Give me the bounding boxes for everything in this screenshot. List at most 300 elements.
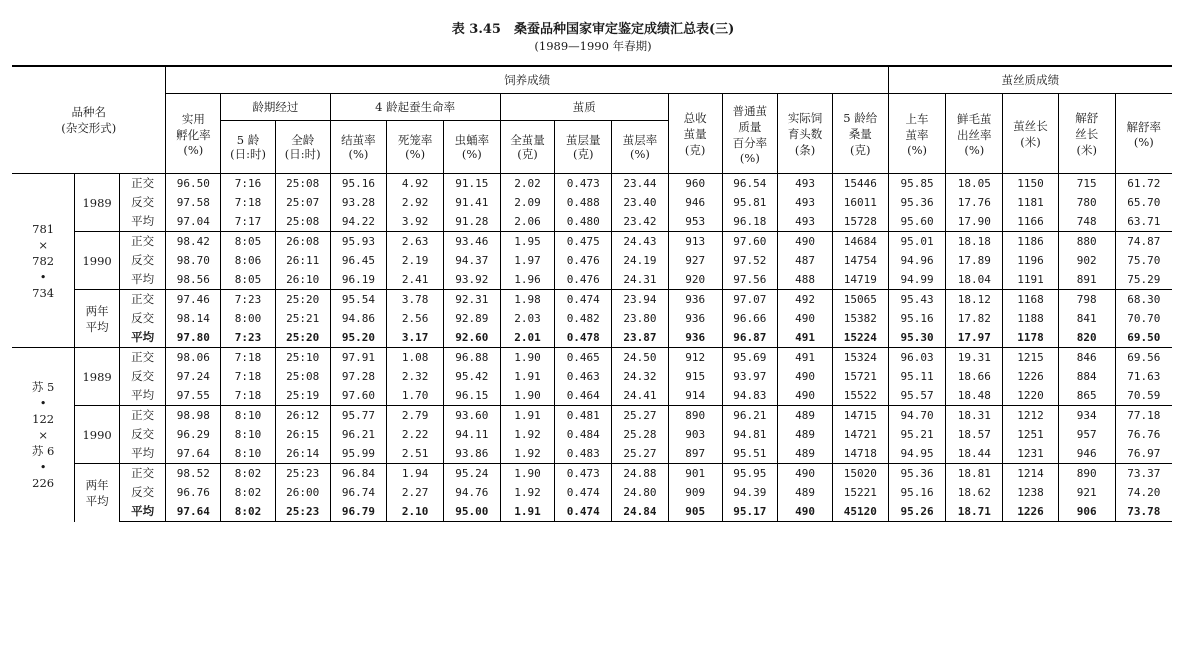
table-cell: 93.28 bbox=[330, 193, 387, 212]
table-cell: 24.84 bbox=[612, 502, 669, 522]
cross-type: 正交 bbox=[119, 290, 166, 310]
table-cell: 95.60 bbox=[888, 212, 946, 232]
table-row bbox=[12, 270, 1172, 290]
table-cell: 1215 bbox=[1003, 348, 1059, 368]
table-cell: 95.16 bbox=[888, 483, 946, 502]
table-cell: 960 bbox=[668, 174, 722, 194]
table-cell: 18.71 bbox=[946, 502, 1003, 522]
table-cell: 490 bbox=[778, 367, 833, 386]
table-cell: 14684 bbox=[832, 232, 888, 252]
table-cell: 2.22 bbox=[387, 425, 444, 444]
table-row bbox=[12, 212, 1172, 232]
table-cell: 1214 bbox=[1003, 464, 1059, 484]
table-cell: 934 bbox=[1058, 406, 1115, 426]
table-cell: 0.475 bbox=[555, 232, 612, 252]
table-cell: 96.18 bbox=[722, 212, 778, 232]
table-cell: 95.36 bbox=[888, 464, 946, 484]
table-cell: 0.481 bbox=[555, 406, 612, 426]
table-row bbox=[12, 251, 1172, 270]
table-cell: 490 bbox=[778, 502, 833, 522]
table-cell: 25:08 bbox=[275, 367, 330, 386]
table-cell: 95.51 bbox=[722, 444, 778, 464]
variety-name-part: × bbox=[38, 237, 48, 252]
table-cell: 0.474 bbox=[555, 483, 612, 502]
table-cell: 95.20 bbox=[330, 328, 387, 348]
table-cell: 493 bbox=[778, 193, 833, 212]
table-cell: 93.86 bbox=[443, 444, 500, 464]
table-cell: 25.28 bbox=[612, 425, 669, 444]
col-reelability: 解舒率 (%) bbox=[1115, 94, 1172, 174]
cross-type: 正交 bbox=[119, 406, 166, 426]
col-shell-wt: 茧层量 (克) bbox=[555, 121, 612, 174]
table-cell: 1.08 bbox=[387, 348, 444, 368]
cross-type: 平均 bbox=[119, 386, 166, 406]
table-row bbox=[12, 386, 1172, 406]
table-row bbox=[12, 309, 1172, 328]
table-cell: 94.83 bbox=[722, 386, 778, 406]
table-cell: 97.58 bbox=[166, 193, 221, 212]
table-cell: 94.70 bbox=[888, 406, 946, 426]
table-cell: 97.91 bbox=[330, 348, 387, 368]
table-cell: 2.92 bbox=[387, 193, 444, 212]
table-row bbox=[12, 174, 1172, 194]
table-cell: 25:23 bbox=[275, 464, 330, 484]
table-cell: 490 bbox=[778, 309, 833, 328]
col-reel-rate: 上车 茧率 (%) bbox=[888, 94, 946, 174]
table-cell: 14718 bbox=[832, 444, 888, 464]
table-cell: 18.44 bbox=[946, 444, 1003, 464]
table-cell: 798 bbox=[1058, 290, 1115, 310]
table-cell: 0.480 bbox=[555, 212, 612, 232]
table-cell: 96.79 bbox=[330, 502, 387, 522]
table-cell: 880 bbox=[1058, 232, 1115, 252]
table-cell: 17.76 bbox=[946, 193, 1003, 212]
table-cell: 25:19 bbox=[275, 386, 330, 406]
table-cell: 97.80 bbox=[166, 328, 221, 348]
table-cell: 0.473 bbox=[555, 174, 612, 194]
table-cell: 23.44 bbox=[612, 174, 669, 194]
table-cell: 14754 bbox=[832, 251, 888, 270]
table-cell: 98.06 bbox=[166, 348, 221, 368]
table-cell: 0.473 bbox=[555, 464, 612, 484]
table-cell: 7:17 bbox=[221, 212, 276, 232]
year-label bbox=[75, 348, 120, 406]
table-cell: 95.01 bbox=[888, 232, 946, 252]
table-cell: 25:20 bbox=[275, 290, 330, 310]
table-cell: 7:16 bbox=[221, 174, 276, 194]
table-cell: 15522 bbox=[832, 386, 888, 406]
table-cell: 96.03 bbox=[888, 348, 946, 368]
table-cell: 70.59 bbox=[1115, 386, 1172, 406]
table-cell: 1.95 bbox=[500, 232, 555, 252]
table-cell: 61.72 bbox=[1115, 174, 1172, 194]
table-cell: 1.94 bbox=[387, 464, 444, 484]
table-cell: 96.19 bbox=[330, 270, 387, 290]
table-cell: 2.51 bbox=[387, 444, 444, 464]
table-cell: 7:18 bbox=[221, 193, 276, 212]
table-cell: 493 bbox=[778, 212, 833, 232]
table-cell: 15382 bbox=[832, 309, 888, 328]
table-cell: 95.21 bbox=[888, 425, 946, 444]
table-cell: 846 bbox=[1058, 348, 1115, 368]
table-cell: 913 bbox=[668, 232, 722, 252]
col-filament-length: 茧丝长 (米) bbox=[1003, 94, 1059, 174]
table-cell: 96.87 bbox=[722, 328, 778, 348]
silk-group-header: 茧丝质成绩 bbox=[888, 66, 1172, 94]
table-cell: 91.28 bbox=[443, 212, 500, 232]
table-cell: 25:21 bbox=[275, 309, 330, 328]
year-label bbox=[75, 174, 120, 232]
table-cell: 890 bbox=[668, 406, 722, 426]
table-cell: 76.76 bbox=[1115, 425, 1172, 444]
variety-name-part: • bbox=[39, 395, 47, 410]
table-cell: 488 bbox=[778, 270, 833, 290]
table-cell: 23.80 bbox=[612, 309, 669, 328]
table-cell: 489 bbox=[778, 483, 833, 502]
table-cell: 1186 bbox=[1003, 232, 1059, 252]
table-cell: 914 bbox=[668, 386, 722, 406]
table-cell: 17.89 bbox=[946, 251, 1003, 270]
table-cell: 2.79 bbox=[387, 406, 444, 426]
table-cell: 920 bbox=[668, 270, 722, 290]
table-cell: 95.81 bbox=[722, 193, 778, 212]
table-cell: 93.97 bbox=[722, 367, 778, 386]
variety-header-line1: 品种名 bbox=[71, 105, 106, 119]
table-cell: 489 bbox=[778, 425, 833, 444]
table-cell: 97.55 bbox=[166, 386, 221, 406]
variety-name-part: 122 bbox=[32, 411, 55, 426]
cross-type: 正交 bbox=[119, 174, 166, 194]
col-leaf-amount: 5 龄给 桑量 (克) bbox=[832, 94, 888, 174]
table-cell: 8:02 bbox=[221, 483, 276, 502]
table-cell: 715 bbox=[1058, 174, 1115, 194]
table-cell: 927 bbox=[668, 251, 722, 270]
table-cell: 15224 bbox=[832, 328, 888, 348]
table-cell: 95.16 bbox=[888, 309, 946, 328]
table-cell: 25:23 bbox=[275, 502, 330, 522]
variety-header-line2: (杂交形式) bbox=[61, 121, 117, 135]
table-cell: 8:10 bbox=[221, 406, 276, 426]
table-cell: 96.50 bbox=[166, 174, 221, 194]
variety-name bbox=[12, 348, 75, 522]
table-cell: 1178 bbox=[1003, 328, 1059, 348]
table-cell: 1.90 bbox=[500, 464, 555, 484]
col-fresh-ratio: 鲜毛茧 出丝率 (%) bbox=[946, 94, 1003, 174]
table-cell: 97.52 bbox=[722, 251, 778, 270]
variety-name-part: 苏 5 bbox=[31, 379, 55, 394]
table-cell: 96.84 bbox=[330, 464, 387, 484]
table-cell: 8:10 bbox=[221, 425, 276, 444]
table-cell: 18.18 bbox=[946, 232, 1003, 252]
table-cell: 23.94 bbox=[612, 290, 669, 310]
table-cell: 25.27 bbox=[612, 444, 669, 464]
col-all-instar: 全龄 (日:时) bbox=[275, 121, 330, 174]
table-cell: 4.92 bbox=[387, 174, 444, 194]
table-cell: 3.17 bbox=[387, 328, 444, 348]
table-cell: 18.04 bbox=[946, 270, 1003, 290]
table-cell: 1.91 bbox=[500, 502, 555, 522]
table-cell: 73.78 bbox=[1115, 502, 1172, 522]
cross-type: 平均 bbox=[119, 270, 166, 290]
table-cell: 2.01 bbox=[500, 328, 555, 348]
table-cell: 75.70 bbox=[1115, 251, 1172, 270]
variety-name bbox=[12, 174, 75, 348]
table-cell: 71.63 bbox=[1115, 367, 1172, 386]
col-dead-rate: 死笼率 (%) bbox=[387, 121, 444, 174]
table-cell: 69.50 bbox=[1115, 328, 1172, 348]
table-cell: 18.31 bbox=[946, 406, 1003, 426]
table-cell: 97.24 bbox=[166, 367, 221, 386]
table-cell: 73.37 bbox=[1115, 464, 1172, 484]
table-cell: 23.87 bbox=[612, 328, 669, 348]
table-cell: 95.16 bbox=[330, 174, 387, 194]
table-cell: 95.85 bbox=[888, 174, 946, 194]
table-cell: 26:10 bbox=[275, 270, 330, 290]
table-cell: 25.27 bbox=[612, 406, 669, 426]
col-5th-instar: 5 龄 (日:时) bbox=[221, 121, 276, 174]
table-cell: 97.64 bbox=[166, 444, 221, 464]
table-cell: 1226 bbox=[1003, 502, 1059, 522]
table-cell: 1188 bbox=[1003, 309, 1059, 328]
year-label-part: 两年 bbox=[85, 477, 109, 492]
table-cell: 94.86 bbox=[330, 309, 387, 328]
table-subtitle: (1989—1990 年春期) bbox=[534, 39, 652, 53]
cross-type: 平均 bbox=[119, 444, 166, 464]
table-cell: 2.32 bbox=[387, 367, 444, 386]
table-cell: 26:15 bbox=[275, 425, 330, 444]
col-total-yield: 总收 茧量 (克) bbox=[668, 94, 722, 174]
table-cell: 8:10 bbox=[221, 444, 276, 464]
table-cell: 8:02 bbox=[221, 502, 276, 522]
cross-type: 平均 bbox=[119, 212, 166, 232]
table-cell: 70.70 bbox=[1115, 309, 1172, 328]
table-cell: 94.39 bbox=[722, 483, 778, 502]
table-cell: 865 bbox=[1058, 386, 1115, 406]
col-cocooning-rate: 结茧率 (%) bbox=[330, 121, 387, 174]
table-cell: 98.52 bbox=[166, 464, 221, 484]
table-cell: 24.41 bbox=[612, 386, 669, 406]
table-cell: 1.91 bbox=[500, 367, 555, 386]
table-cell: 2.03 bbox=[500, 309, 555, 328]
table-row bbox=[12, 483, 1172, 502]
table-cell: 492 bbox=[778, 290, 833, 310]
table-cell: 25:10 bbox=[275, 348, 330, 368]
table-cell: 94.99 bbox=[888, 270, 946, 290]
cross-type: 反交 bbox=[119, 425, 166, 444]
table-cell: 25:07 bbox=[275, 193, 330, 212]
table-cell: 2.09 bbox=[500, 193, 555, 212]
year-label-part: 1989 bbox=[82, 195, 112, 210]
table-cell: 96.15 bbox=[443, 386, 500, 406]
table-cell: 2.41 bbox=[387, 270, 444, 290]
table-cell: 92.31 bbox=[443, 290, 500, 310]
table-cell: 912 bbox=[668, 348, 722, 368]
table-cell: 95.24 bbox=[443, 464, 500, 484]
table-cell: 0.478 bbox=[555, 328, 612, 348]
table-row bbox=[12, 406, 1172, 426]
table-cell: 905 bbox=[668, 502, 722, 522]
table-cell: 98.56 bbox=[166, 270, 221, 290]
table-cell: 96.66 bbox=[722, 309, 778, 328]
table-cell: 97.04 bbox=[166, 212, 221, 232]
table-cell: 1150 bbox=[1003, 174, 1059, 194]
table-cell: 8:05 bbox=[221, 270, 276, 290]
table-cell: 953 bbox=[668, 212, 722, 232]
year-label-part: 平均 bbox=[85, 319, 109, 334]
table-cell: 94.95 bbox=[888, 444, 946, 464]
cross-type: 平均 bbox=[119, 502, 166, 522]
results-table bbox=[12, 65, 1172, 522]
variety-name-part: 226 bbox=[32, 475, 55, 490]
cross-type: 正交 bbox=[119, 232, 166, 252]
table-cell: 18.81 bbox=[946, 464, 1003, 484]
variety-name-part: • bbox=[39, 459, 47, 474]
table-cell: 490 bbox=[778, 464, 833, 484]
col-whole-cocoon-wt: 全茧量 (克) bbox=[500, 121, 555, 174]
table-cell: 493 bbox=[778, 174, 833, 194]
table-cell: 891 bbox=[1058, 270, 1115, 290]
table-cell: 98.42 bbox=[166, 232, 221, 252]
table-cell: 1212 bbox=[1003, 406, 1059, 426]
table-cell: 14715 bbox=[832, 406, 888, 426]
table-cell: 18.57 bbox=[946, 425, 1003, 444]
table-cell: 24.80 bbox=[612, 483, 669, 502]
year-label-part: 两年 bbox=[85, 303, 109, 318]
table-cell: 24.31 bbox=[612, 270, 669, 290]
table-cell: 96.54 bbox=[722, 174, 778, 194]
year-label-part: 1990 bbox=[82, 427, 112, 442]
table-cell: 75.29 bbox=[1115, 270, 1172, 290]
cross-type: 平均 bbox=[119, 328, 166, 348]
rearing-group-header: 饲养成绩 bbox=[166, 66, 888, 94]
table-cell: 0.463 bbox=[555, 367, 612, 386]
table-cell: 95.95 bbox=[722, 464, 778, 484]
variety-header bbox=[12, 66, 166, 174]
table-cell: 2.56 bbox=[387, 309, 444, 328]
table-row bbox=[12, 348, 1172, 368]
table-cell: 2.19 bbox=[387, 251, 444, 270]
table-cell: 94.11 bbox=[443, 425, 500, 444]
table-cell: 95.69 bbox=[722, 348, 778, 368]
table-cell: 8:02 bbox=[221, 464, 276, 484]
table-cell: 92.60 bbox=[443, 328, 500, 348]
table-cell: 0.484 bbox=[555, 425, 612, 444]
table-body bbox=[12, 174, 1172, 522]
table-cell: 1.92 bbox=[500, 444, 555, 464]
table-cell: 91.15 bbox=[443, 174, 500, 194]
table-cell: 0.464 bbox=[555, 386, 612, 406]
table-cell: 24.43 bbox=[612, 232, 669, 252]
table-cell: 915 bbox=[668, 367, 722, 386]
table-cell: 1166 bbox=[1003, 212, 1059, 232]
table-cell: 1.92 bbox=[500, 425, 555, 444]
table-title: 表 3.45 桑蚕品种国家审定鉴定成绩汇总表(三) bbox=[451, 22, 735, 37]
table-cell: 95.00 bbox=[443, 502, 500, 522]
table-cell: 1.96 bbox=[500, 270, 555, 290]
table-cell: 0.483 bbox=[555, 444, 612, 464]
table-cell: 841 bbox=[1058, 309, 1115, 328]
table-cell: 96.88 bbox=[443, 348, 500, 368]
table-cell: 93.46 bbox=[443, 232, 500, 252]
year-label bbox=[75, 232, 120, 290]
table-cell: 26:00 bbox=[275, 483, 330, 502]
table-cell: 77.18 bbox=[1115, 406, 1172, 426]
table-cell: 94.81 bbox=[722, 425, 778, 444]
table-cell: 23.42 bbox=[612, 212, 669, 232]
table-cell: 8:05 bbox=[221, 232, 276, 252]
table-cell: 7:18 bbox=[221, 386, 276, 406]
table-cell: 24.32 bbox=[612, 367, 669, 386]
table-cell: 24.88 bbox=[612, 464, 669, 484]
table-cell: 2.06 bbox=[500, 212, 555, 232]
table-cell: 957 bbox=[1058, 425, 1115, 444]
table-cell: 24.50 bbox=[612, 348, 669, 368]
table-cell: 2.27 bbox=[387, 483, 444, 502]
table-cell: 93.60 bbox=[443, 406, 500, 426]
table-cell: 897 bbox=[668, 444, 722, 464]
year-label bbox=[75, 290, 120, 348]
table-cell: 26:08 bbox=[275, 232, 330, 252]
table-cell: 890 bbox=[1058, 464, 1115, 484]
table-cell: 26:14 bbox=[275, 444, 330, 464]
table-cell: 18.12 bbox=[946, 290, 1003, 310]
table-cell: 45120 bbox=[832, 502, 888, 522]
table-cell: 8:06 bbox=[221, 251, 276, 270]
table-cell: 0.482 bbox=[555, 309, 612, 328]
year-label bbox=[75, 406, 120, 464]
table-cell: 25:08 bbox=[275, 212, 330, 232]
table-cell: 18.62 bbox=[946, 483, 1003, 502]
table-cell: 97.64 bbox=[166, 502, 221, 522]
year-label-part: 1990 bbox=[82, 253, 112, 268]
table-cell: 15065 bbox=[832, 290, 888, 310]
table-cell: 2.10 bbox=[387, 502, 444, 522]
table-cell: 15020 bbox=[832, 464, 888, 484]
table-cell: 96.45 bbox=[330, 251, 387, 270]
table-cell: 0.488 bbox=[555, 193, 612, 212]
variety-name-part: × bbox=[38, 427, 48, 442]
table-cell: 96.29 bbox=[166, 425, 221, 444]
table-cell: 8:00 bbox=[221, 309, 276, 328]
table-cell: 97.60 bbox=[722, 232, 778, 252]
cross-type: 反交 bbox=[119, 309, 166, 328]
table-cell: 18.66 bbox=[946, 367, 1003, 386]
cross-type: 反交 bbox=[119, 193, 166, 212]
table-cell: 3.78 bbox=[387, 290, 444, 310]
table-cell: 902 bbox=[1058, 251, 1115, 270]
table-cell: 936 bbox=[668, 309, 722, 328]
table-cell: 25:08 bbox=[275, 174, 330, 194]
instar-duration-header: 龄期经过 bbox=[221, 94, 330, 121]
table-cell: 748 bbox=[1058, 212, 1115, 232]
table-cell: 95.17 bbox=[722, 502, 778, 522]
table-cell: 94.22 bbox=[330, 212, 387, 232]
table-cell: 96.21 bbox=[330, 425, 387, 444]
table-cell: 946 bbox=[1058, 444, 1115, 464]
year-label-part: 平均 bbox=[85, 493, 109, 508]
table-cell: 95.11 bbox=[888, 367, 946, 386]
table-cell: 936 bbox=[668, 290, 722, 310]
table-cell: 489 bbox=[778, 406, 833, 426]
survival-header: 4 龄起蚕生命率 bbox=[330, 94, 500, 121]
table-row bbox=[12, 328, 1172, 348]
cross-type: 反交 bbox=[119, 367, 166, 386]
col-nonbreak-length: 解舒 丝长 (米) bbox=[1058, 94, 1115, 174]
table-cell: 1220 bbox=[1003, 386, 1059, 406]
table-row bbox=[12, 232, 1172, 252]
table-cell: 15728 bbox=[832, 212, 888, 232]
table-cell: 901 bbox=[668, 464, 722, 484]
